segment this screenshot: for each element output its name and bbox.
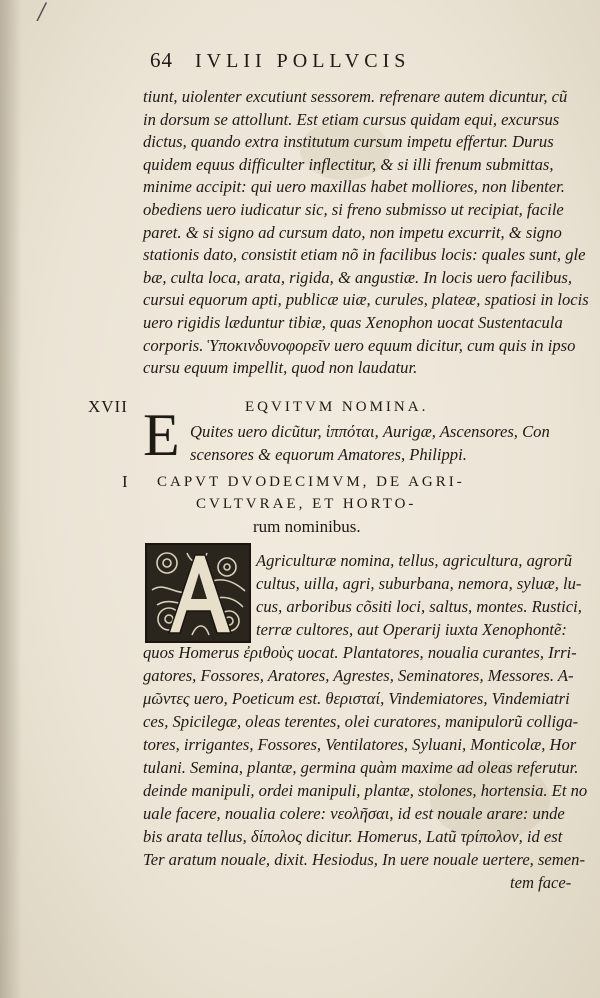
text-line: cursui equorum apti, publicæ uiæ, curules, plateæ, spatiosi in locis bbox=[143, 290, 589, 310]
text-line: cultus, uilla, agri, suburbana, nemora, syluæ, lu- bbox=[256, 574, 582, 593]
text-line: scensores & equorum Amatores, Philippi. bbox=[190, 445, 467, 464]
text-line: deinde manipuli, ordei manipuli, plantæ, stolones, hortensia. Et no bbox=[143, 781, 588, 800]
text-line: uale facere, noualia colere: νεολῆσαι, id est nouale arare: unde bbox=[143, 804, 565, 823]
page-number: 64 bbox=[150, 48, 173, 72]
section-number-i: I bbox=[122, 472, 129, 491]
corner-pencil-mark: / bbox=[38, 0, 46, 25]
text-line: bis arata tellus, δίπολος dicitur. Homerus, Latũ τρίπολον, id est bbox=[143, 827, 563, 846]
text-line: μῶντες uero, Poeticum est. θερισταί, Vindemiatores, Vindemiatri bbox=[143, 689, 570, 708]
text-line: bæ, culta loca, arata, rigida, & angustiæ. In locis uero facilibus, bbox=[143, 267, 572, 287]
gutter-shadow bbox=[0, 0, 22, 998]
text-line: in dorsum se attollunt. Est etiam cursus quidam equi, excursus bbox=[143, 109, 560, 129]
text-line: quidem equus difficulter inflectitur, & si illi frenum submittas, bbox=[143, 154, 554, 174]
text-line: paret. & si signo ad cursum dato, non impetu excurrit, & signo bbox=[143, 222, 562, 242]
text-line: tores, irrigantes, Fossores, Ventilatores, Syluani, Monticolæ, Hor bbox=[143, 735, 577, 754]
section-title-equitum: EQVITVM NOMINA. bbox=[245, 399, 429, 415]
text-line: cus, arboribus cõsiti loci, saltus, montes. Rustici, bbox=[256, 597, 582, 616]
text-line: dictus, quando extra institutum cursum impetu effertur. Durus bbox=[143, 132, 554, 152]
text-line: minime accipit: qui uero maxillas habet molliores, non libenter. bbox=[143, 177, 565, 197]
text-line: obediens uero iudicatur sic, si freno submisso ut recipiat, facile bbox=[143, 200, 564, 219]
chapter-title-line: CVLTVRAE, ET HORTO- bbox=[196, 496, 417, 512]
chapter-title-line: rum nominibus. bbox=[253, 517, 361, 536]
text-line: corporis. Ὑποκινδυνοφορεῖν uero equum dicitur, cum quis in ipso bbox=[143, 335, 576, 355]
text-line: Agriculturæ nomina, tellus, agricultura, agrorũ bbox=[256, 551, 573, 570]
woodcut-initial-a bbox=[145, 543, 251, 643]
text-line: Quites uero dicũtur, ἱππόται, Aurigæ, Ascensores, Con bbox=[190, 422, 550, 441]
section-number-xvii: XVII bbox=[88, 397, 128, 416]
text-line: tulani. Semina, plantæ, germina quàm maxime ad oleas referutur. bbox=[143, 758, 579, 777]
page-header bbox=[150, 48, 530, 78]
chapter-title-line: CAPVT DVODECIMVM, DE AGRI- bbox=[157, 474, 465, 490]
text-line: ces, Spicilegæ, oleas terentes, olei curatores, manipulorũ colliga- bbox=[143, 712, 579, 731]
text-line: Ter aratum nouale, dixit. Hesiodus, In uere nouale uertere, semen- bbox=[143, 850, 585, 869]
catchword: tem face- bbox=[510, 873, 572, 892]
text-line: stationis dato, consistit etiam nõ in facilibus locis: quales sunt, gle bbox=[143, 245, 586, 265]
text-line: uero rigidis læduntur tibiæ, quas Xenophon uocat Sustentacula bbox=[143, 313, 563, 332]
text-line: quos Homerus ἐριθοὺς uocat. Plantatores, noualia curantes, Irri- bbox=[143, 643, 577, 662]
text-line: cursu equum impellit, quod non laudatur. bbox=[143, 358, 418, 378]
woodcut-ornament-icon bbox=[147, 545, 249, 641]
text-line: terræ cultores, aut Operarij iuxta Xenophontẽ: bbox=[256, 620, 567, 639]
text-line: gatores, Fossores, Aratores, Agrestes, Seminatores, Messores. A- bbox=[143, 666, 574, 685]
drop-cap-e: E bbox=[143, 402, 180, 468]
running-title: IVLII POLLVCIS bbox=[195, 50, 411, 72]
text-line: tiunt, uiolenter excutiunt sessorem. refrenare autem dicuntur, cũ bbox=[143, 87, 568, 106]
